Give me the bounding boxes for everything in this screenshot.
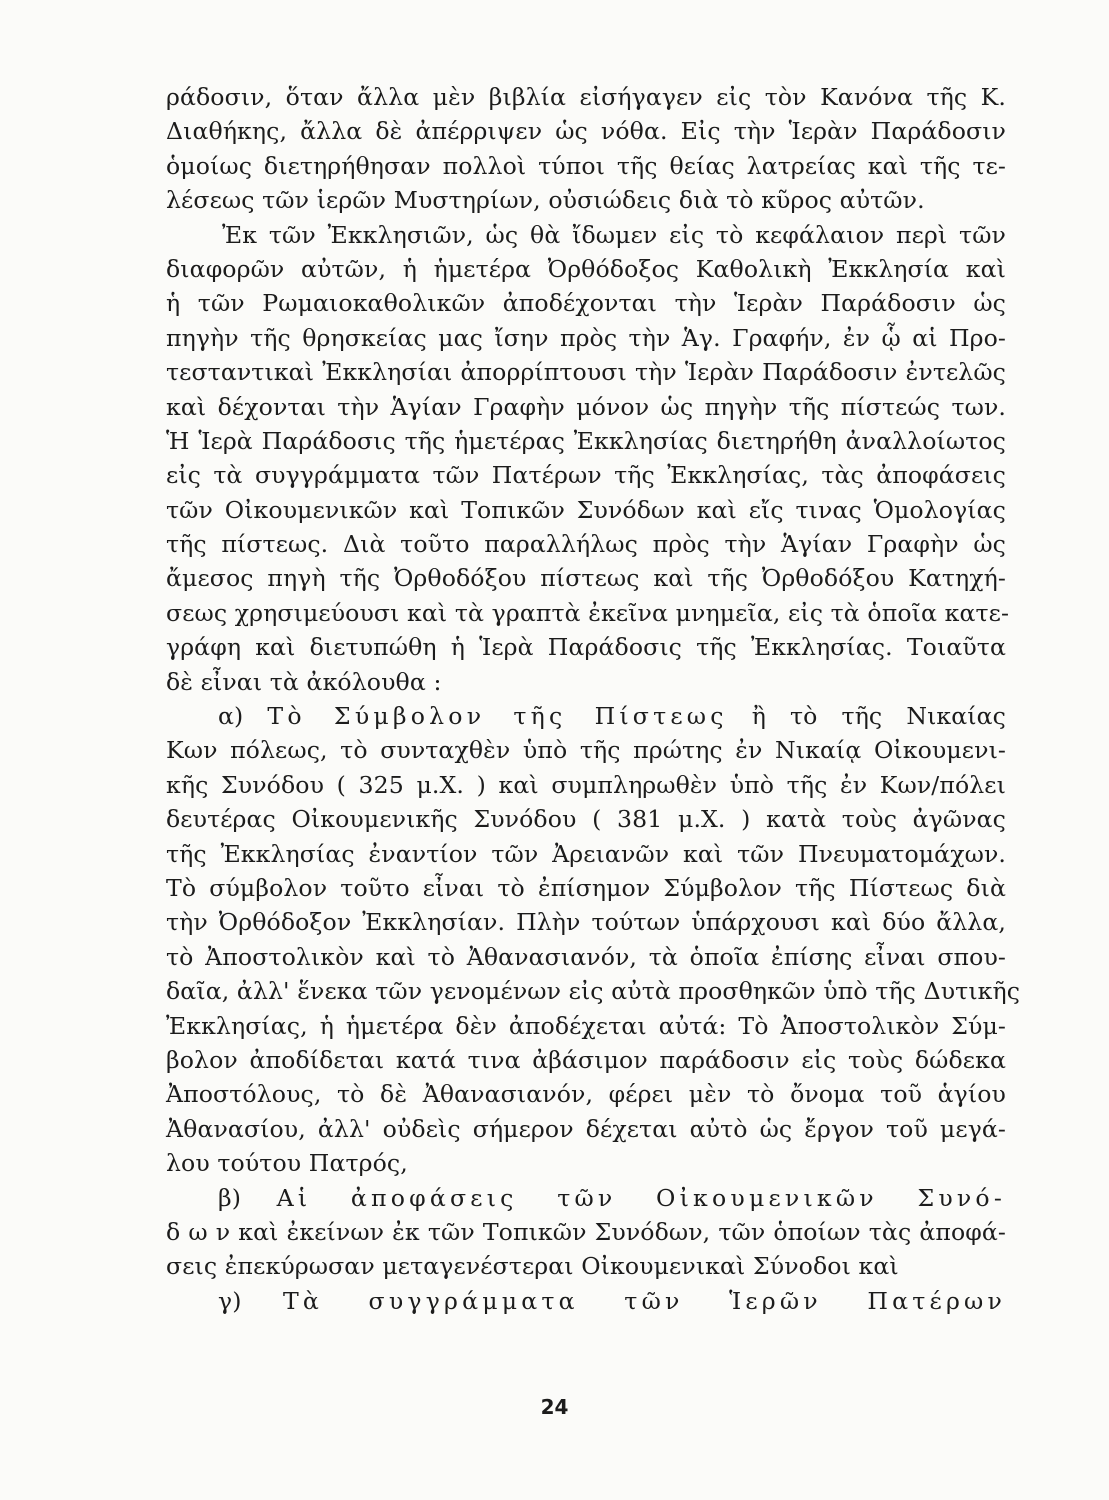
text-line: σεως χρησιμεύουσι καὶ τὰ γραπτὰ ἐκεῖνα μνημεῖα, εἰς τὰ ὁποῖα κατε- bbox=[166, 598, 1010, 627]
text-line: σεις ἐπεκύρωσαν μεταγενέστεραι Οἰκουμενικαὶ Σύνοδοι καὶ bbox=[166, 1252, 899, 1281]
text-line: τῆς πίστεως. Διὰ τοῦτο παραλλήλως πρὸς τὴν Ἁγίαν Γραφὴν ὡς bbox=[166, 530, 1006, 559]
text-line: εἰς τὰ συγγράμματα τῶν Πατέρων τῆς Ἐκκλησίας, τὰς ἀποφάσεις bbox=[166, 461, 1006, 490]
text-line: δὲ εἶναι τὰ ἀκόλουθα : bbox=[166, 667, 442, 696]
text-line: τὸ Ἀποστολικὸν καὶ τὸ Ἀθανασιανόν, τὰ ὁποῖα ἐπίσης εἶναι σπου- bbox=[166, 942, 1006, 971]
item-b-heading-cont: δ ω ν bbox=[166, 1217, 231, 1246]
text-line: διαφορῶν αὐτῶν, ἡ ἡμετέρα Ὀρθόδοξος Καθολικὴ Ἐκκλησία καὶ bbox=[166, 254, 1006, 283]
text-line: δαῖα, ἀλλ' ἕνεκα τῶν γενομένων εἰς αὐτὰ προσθηκῶν ὑπὸ τῆς Δυτικῆς bbox=[166, 977, 1021, 1006]
text-line: κῆς Συνόδου ( 325 μ.Χ. ) καὶ συμπληρωθὲν ὑπὸ τῆς ἐν Κων/πόλει bbox=[166, 770, 1006, 799]
text-line: τεσταντικαὶ Ἐκκλησίαι ἀπορρίπτουσι τὴν Ἱερὰν Παράδοσιν ἐντελῶς bbox=[166, 358, 1006, 387]
text-line: βολον ἀποδίδεται κατά τινα ἀβάσιμον παράδοσιν εἰς τοὺς δώδεκα bbox=[166, 1045, 1006, 1074]
text-line: Ἡ Ἱερὰ Παράδοσις τῆς ἡμετέρας Ἐκκλησίας διετηρήθη ἀναλλοίωτος bbox=[166, 426, 1006, 455]
text-line: τὴν Ὀρθόδοξον Ἐκκλησίαν. Πλὴν τούτων ὑπάρχουσι καὶ δύο ἄλλα, bbox=[166, 908, 1006, 937]
item-c-label: γ) bbox=[218, 1286, 242, 1315]
item-a-heading: Τὸ Σύμβολον τῆς Πίστεως bbox=[267, 702, 728, 731]
item-a-label: α) bbox=[218, 702, 244, 731]
text-line: ράδοσιν, ὅταν ἄλλα μὲν βιβλία εἰσήγαγεν εἰς τὸν Κανόνα τῆς Κ. bbox=[166, 83, 1006, 111]
text-line: Ἀθανασίου, ἀλλ' οὐδεὶς σήμερον δέχεται αὐτὸ ὡς ἔργον τοῦ μεγά- bbox=[166, 1114, 1006, 1143]
text-line: Κων πόλεως, τὸ συνταχθὲν ὑπὸ τῆς πρώτης ἐν Νικαίᾳ Οἰκουμενι- bbox=[166, 736, 1006, 765]
item-a-first-line-rest: ἢ τὸ τῆς Νικαίας bbox=[751, 702, 1006, 731]
text-line: ὁμοίως διετηρήθησαν πολλοὶ τύποι τῆς θείας λατρείας καὶ τῆς τε- bbox=[166, 151, 1006, 180]
text-line: γράφη καὶ διετυπώθη ἡ Ἱερὰ Παράδοσις τῆς Ἐκκλησίας. Τοιαῦτα bbox=[166, 633, 1006, 662]
text-line: ἡ τῶν Ρωμαιοκαθολικῶν ἀποδέχονται τὴν Ἱερὰν Παράδοσιν ὡς bbox=[166, 289, 1006, 318]
body-text bbox=[166, 80, 1021, 1318]
text-line: Τὸ σύμβολον τοῦτο εἶναι τὸ ἐπίσημον Σύμβολον τῆς Πίστεως διὰ bbox=[166, 873, 1006, 902]
item-b-second-line bbox=[166, 1215, 1006, 1249]
item-b-first-line bbox=[166, 1181, 1006, 1215]
text-line: λέσεως τῶν ἱερῶν Μυστηρίων, οὐσιώδεις διὰ τὸ κῦρος αὐτῶν. bbox=[166, 186, 925, 215]
item-b-label: β) bbox=[218, 1183, 242, 1212]
page-number: 24 bbox=[540, 1395, 569, 1419]
text-line: Ἀποστόλους, τὸ δὲ Ἀθανασιανόν, φέρει μὲν τὸ ὄνομα τοῦ ἁγίου bbox=[166, 1080, 1006, 1109]
text-line: δευτέρας Οἰκουμενικῆς Συνόδου ( 381 μ.Χ. ) κατὰ τοὺς ἀγῶνας bbox=[166, 805, 1006, 834]
item-a-first-line bbox=[166, 699, 1006, 733]
text-line: ἄμεσος πηγὴ τῆς Ὀρθοδόξου πίστεως καὶ τῆς Ὀρθοδόξου Κατηχή- bbox=[166, 564, 1006, 593]
text-line: Ἐκκλησίας, ἡ ἡμετέρα δὲν ἀποδέχεται αὐτά: Τὸ Ἀποστολικὸν Σύμ- bbox=[166, 1011, 1006, 1040]
item-c-heading: Τὰ συγγράμματα τῶν Ἱερῶν Πατέρων bbox=[282, 1286, 1006, 1315]
item-c-first-line bbox=[166, 1284, 1006, 1318]
text-line: Διαθήκης, ἄλλα δὲ ἀπέρριψεν ὡς νόθα. Εἰς τὴν Ἱερὰν Παράδοσιν bbox=[166, 117, 1006, 146]
text-line: τῆς Ἐκκλησίας ἐναντίον τῶν Ἀρειανῶν καὶ τῶν Πνευματομάχων. bbox=[166, 839, 1006, 868]
text-line: καὶ δέχονται τὴν Ἁγίαν Γραφὴν μόνον ὡς πηγὴν τῆς πίστεώς των. bbox=[166, 392, 1006, 421]
text-line: Ἐκ τῶν Ἐκκλησιῶν, ὡς θὰ ἴδωμεν εἰς τὸ κεφάλαιον περὶ τῶν bbox=[222, 220, 1006, 249]
item-b-heading: Αἱ ἀποφάσεις τῶν Οἰκουμενικῶν Συνό- bbox=[276, 1183, 1006, 1212]
text-line: λου τούτου Πατρός, bbox=[166, 1149, 408, 1178]
text-line: πηγὴν τῆς θρησκείας μας ἴσην πρὸς τὴν Ἁγ. Γραφήν, ἐν ᾧ αἱ Προ- bbox=[166, 323, 1006, 352]
item-b-first-line-rest: καὶ ἐκείνων ἐκ τῶν Τοπικῶν Συνόδων, τῶν ὁποίων τὰς ἀποφά- bbox=[238, 1217, 1006, 1246]
text-line: τῶν Οἰκουμενικῶν καὶ Τοπικῶν Συνόδων καὶ εἴς τινας Ὁμολογίας bbox=[166, 495, 1006, 524]
